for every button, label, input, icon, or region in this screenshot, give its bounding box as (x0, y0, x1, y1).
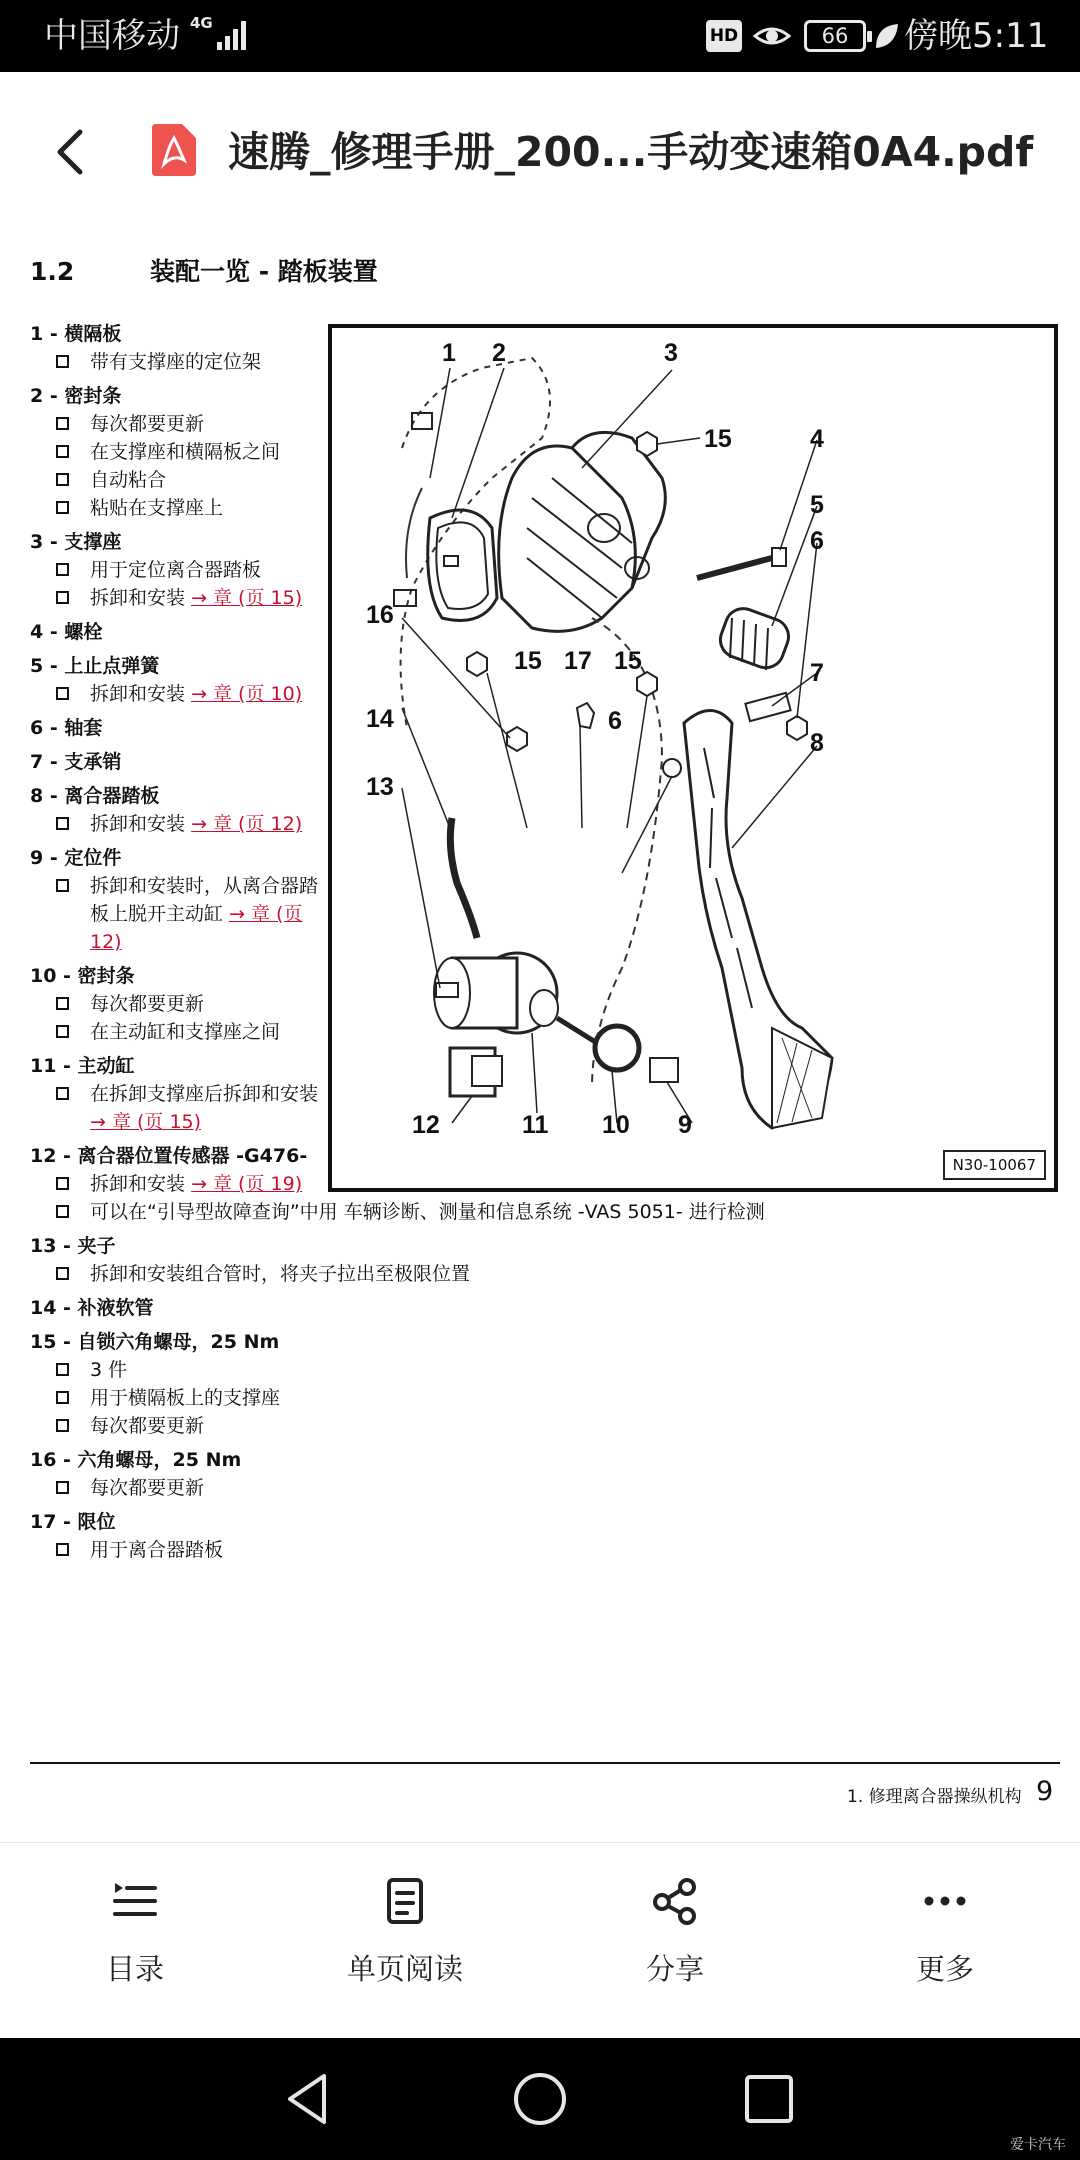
hd-icon: HD (706, 20, 742, 52)
part-note (30, 990, 330, 1018)
figure-id: N30-10067 (952, 1156, 1036, 1174)
diagram-callout-number: 8 (810, 729, 824, 757)
signal-icon (215, 18, 249, 52)
part-title: 15 - 自锁六角螺母，25 Nm (30, 1331, 280, 1353)
part-item (30, 618, 330, 646)
part-note (30, 466, 330, 494)
diagram-callout-number: 15 (704, 425, 732, 453)
chapter-link[interactable]: → 章 (页 15) (90, 1111, 202, 1133)
pedal-assembly-diagram (328, 324, 1058, 1192)
diagram-callout-number: 3 (664, 339, 678, 367)
part-note (30, 1080, 330, 1136)
part-note (30, 1198, 1070, 1226)
carrier-name: 中国移动 (44, 16, 180, 56)
bottom-toolbar (0, 1842, 1080, 2038)
part-title: 8 - 离合器踏板 (30, 785, 160, 807)
diagram-callout-number: 15 (514, 647, 542, 675)
part-title: 3 - 支撑座 (30, 531, 122, 553)
section-title: 装配一览 - 踏板装置 (150, 257, 378, 286)
status-bar (0, 0, 1080, 72)
part-title: 5 - 上止点弹簧 (30, 655, 160, 677)
part-note (30, 1384, 1070, 1412)
network-type: 4G (190, 14, 213, 32)
part-note (30, 1018, 330, 1046)
part-item (30, 714, 330, 742)
part-note-text: 用于横隔板上的支撑座 (90, 1387, 281, 1409)
checkbox-bullet-icon (56, 501, 69, 514)
pdf-file-icon (152, 124, 196, 176)
part-item (30, 382, 330, 522)
part-note (30, 872, 330, 956)
chapter-link[interactable]: → 章 (页 12) (90, 903, 303, 953)
power-saving-leaf-icon (872, 20, 900, 52)
back-arrow-icon[interactable] (44, 122, 100, 182)
part-note-text: 拆卸和安装 (90, 587, 186, 609)
part-note (30, 810, 330, 838)
part-item (30, 528, 330, 612)
checkbox-bullet-icon (56, 1025, 69, 1038)
diagram-callout-number: 11 (522, 1111, 549, 1139)
part-note (30, 1356, 1070, 1384)
watermark-text: 爱卡汽车 (1010, 2137, 1066, 2153)
checkbox-bullet-icon (56, 1205, 69, 1218)
eye-comfort-icon (752, 20, 792, 52)
diagram-callout-number: 5 (810, 491, 824, 519)
part-item (30, 844, 330, 956)
checkbox-bullet-icon (56, 445, 69, 458)
checkbox-bullet-icon (56, 1543, 69, 1556)
part-item (30, 1446, 1070, 1502)
app-bar (0, 72, 1080, 232)
diagram-callout-number: 6 (810, 527, 824, 555)
part-item (30, 652, 330, 708)
checkbox-bullet-icon (56, 355, 69, 368)
more-icon (921, 1877, 969, 1925)
part-note-text: 在支撑座和横隔板之间 (90, 441, 281, 463)
part-item (30, 1508, 1070, 1564)
part-title: 9 - 定位件 (30, 847, 122, 869)
checkbox-bullet-icon (56, 687, 69, 700)
part-note (30, 348, 330, 376)
footer-chapter-text: 1. 修理离合器操纵机构 (847, 1787, 1022, 1807)
home-circle-icon[interactable] (511, 2070, 569, 2128)
checkbox-bullet-icon (56, 1267, 69, 1280)
part-title: 13 - 夹子 (30, 1235, 116, 1257)
part-note-text: 自动粘合 (90, 469, 167, 491)
part-title: 2 - 密封条 (30, 385, 122, 407)
part-item (30, 962, 330, 1046)
document-title: 速腾_修理手册_200...手动变速箱0A4.pdf (228, 128, 1034, 176)
part-note-text: 在拆卸支撑座后拆卸和安装 (90, 1083, 319, 1105)
part-title: 7 - 支承销 (30, 751, 122, 773)
part-note-text: 拆卸和安装时，从离合器踏板上脱开主动缸 (90, 875, 319, 925)
more-button[interactable] (810, 1843, 1080, 2039)
part-title: 16 - 六角螺母，25 Nm (30, 1449, 242, 1471)
part-note-text: 在主动缸和支撑座之间 (90, 1021, 281, 1043)
share-button[interactable] (540, 1843, 810, 2039)
part-note (30, 494, 330, 522)
checkbox-bullet-icon (56, 473, 69, 486)
part-note-text: 每次都要更新 (90, 1477, 205, 1499)
part-title: 1 - 横隔板 (30, 323, 122, 345)
toc-button[interactable] (0, 1843, 270, 2039)
checkbox-bullet-icon (56, 1481, 69, 1494)
part-item (30, 1232, 1070, 1288)
part-title: 11 - 主动缸 (30, 1055, 135, 1077)
chapter-link[interactable]: → 章 (页 19) (191, 1173, 303, 1195)
system-nav-bar (0, 2038, 1080, 2160)
diagram-callout-number: 9 (678, 1111, 692, 1139)
part-item (30, 320, 330, 376)
diagram-drawing (332, 328, 1054, 1188)
battery-icon: 66 (804, 20, 866, 52)
part-note-text: 可以在“引导型故障查询”中用 车辆诊断、测量和信息系统 -VAS 5051- 进行检测 (90, 1201, 765, 1223)
part-note (30, 584, 330, 612)
checkbox-bullet-icon (56, 417, 69, 430)
part-note-text: 带有支撑座的定位架 (90, 351, 262, 373)
part-note (30, 1536, 1070, 1564)
part-note (30, 1412, 1070, 1440)
part-title: 17 - 限位 (30, 1511, 116, 1533)
checkbox-bullet-icon (56, 1087, 69, 1100)
part-note-text: 每次都要更新 (90, 993, 205, 1015)
checkbox-bullet-icon (56, 1363, 69, 1376)
diagram-callout-number: 6 (608, 707, 622, 735)
part-item (30, 1294, 1070, 1322)
single-page-button[interactable] (270, 1843, 540, 2039)
part-note-text: 每次都要更新 (90, 413, 205, 435)
diagram-callout-number: 10 (602, 1111, 630, 1139)
part-note-text: 每次都要更新 (90, 1415, 205, 1437)
part-note (30, 556, 330, 584)
part-title: 6 - 轴套 (30, 717, 103, 739)
diagram-callout-number: 2 (492, 339, 506, 367)
diagram-callout-number: 13 (366, 773, 394, 801)
share-icon (651, 1877, 699, 1925)
clock: 傍晚5:11 (904, 16, 1049, 56)
footer-divider (30, 1762, 1060, 1764)
part-item (30, 1328, 1070, 1440)
figure-id-box (943, 1150, 1046, 1180)
part-note-text: 用于定位离合器踏板 (90, 559, 262, 581)
part-title: 4 - 螺栓 (30, 621, 103, 643)
part-note-text: 3 件 (90, 1359, 128, 1381)
pdf-page[interactable] (0, 232, 1080, 1842)
diagram-callout-number: 7 (810, 659, 824, 687)
chapter-link[interactable]: → 章 (页 15) (191, 587, 303, 609)
more-label: 更多 (915, 1952, 974, 1986)
part-note (30, 438, 330, 466)
part-note-text: 拆卸和安装 (90, 1173, 186, 1195)
part-note-text: 拆卸和安装组合管时，将夹子拉出至极限位置 (90, 1263, 471, 1285)
section-number: 1.2 (30, 257, 75, 286)
part-note (30, 1260, 1070, 1288)
checkbox-bullet-icon (56, 1177, 69, 1190)
part-note-text: 拆卸和安装 (90, 813, 186, 835)
checkbox-bullet-icon (56, 997, 69, 1010)
part-item (30, 748, 330, 776)
share-label: 分享 (645, 1952, 704, 1986)
part-note (30, 680, 330, 708)
diagram-callout-number: 15 (614, 647, 642, 675)
diagram-callout-number: 4 (810, 425, 824, 453)
part-title: 12 - 离合器位置传感器 -G476- (30, 1145, 308, 1167)
diagram-callout-number: 17 (564, 647, 592, 675)
part-note-text: 用于离合器踏板 (90, 1539, 224, 1561)
part-title: 14 - 补液软管 (30, 1297, 154, 1319)
toc-icon (111, 1877, 159, 1925)
diagram-callout-number: 12 (412, 1111, 440, 1139)
part-item (30, 782, 330, 838)
checkbox-bullet-icon (56, 1391, 69, 1404)
part-title: 10 - 密封条 (30, 965, 135, 987)
chapter-link[interactable]: → 章 (页 12) (191, 813, 303, 835)
part-note-text: 粘贴在支撑座上 (90, 497, 224, 519)
checkbox-bullet-icon (56, 591, 69, 604)
checkbox-bullet-icon (56, 1419, 69, 1432)
diagram-callout-number: 14 (366, 705, 394, 733)
part-note (30, 1474, 1070, 1502)
diagram-callout-number: 16 (366, 601, 394, 629)
checkbox-bullet-icon (56, 817, 69, 830)
part-item (30, 1052, 330, 1136)
single-page-icon (381, 1877, 429, 1925)
checkbox-bullet-icon (56, 563, 69, 576)
checkbox-bullet-icon (56, 879, 69, 892)
diagram-callout-number: 1 (442, 339, 456, 367)
part-note-text: 拆卸和安装 (90, 683, 186, 705)
page-number: 9 (1036, 1776, 1054, 1807)
back-triangle-icon[interactable] (280, 2070, 338, 2128)
single-page-label: 单页阅读 (346, 1952, 463, 1986)
toc-label: 目录 (105, 1952, 164, 1986)
part-note (30, 410, 330, 438)
chapter-link[interactable]: → 章 (页 10) (191, 683, 303, 705)
recents-square-icon[interactable] (740, 2070, 798, 2128)
